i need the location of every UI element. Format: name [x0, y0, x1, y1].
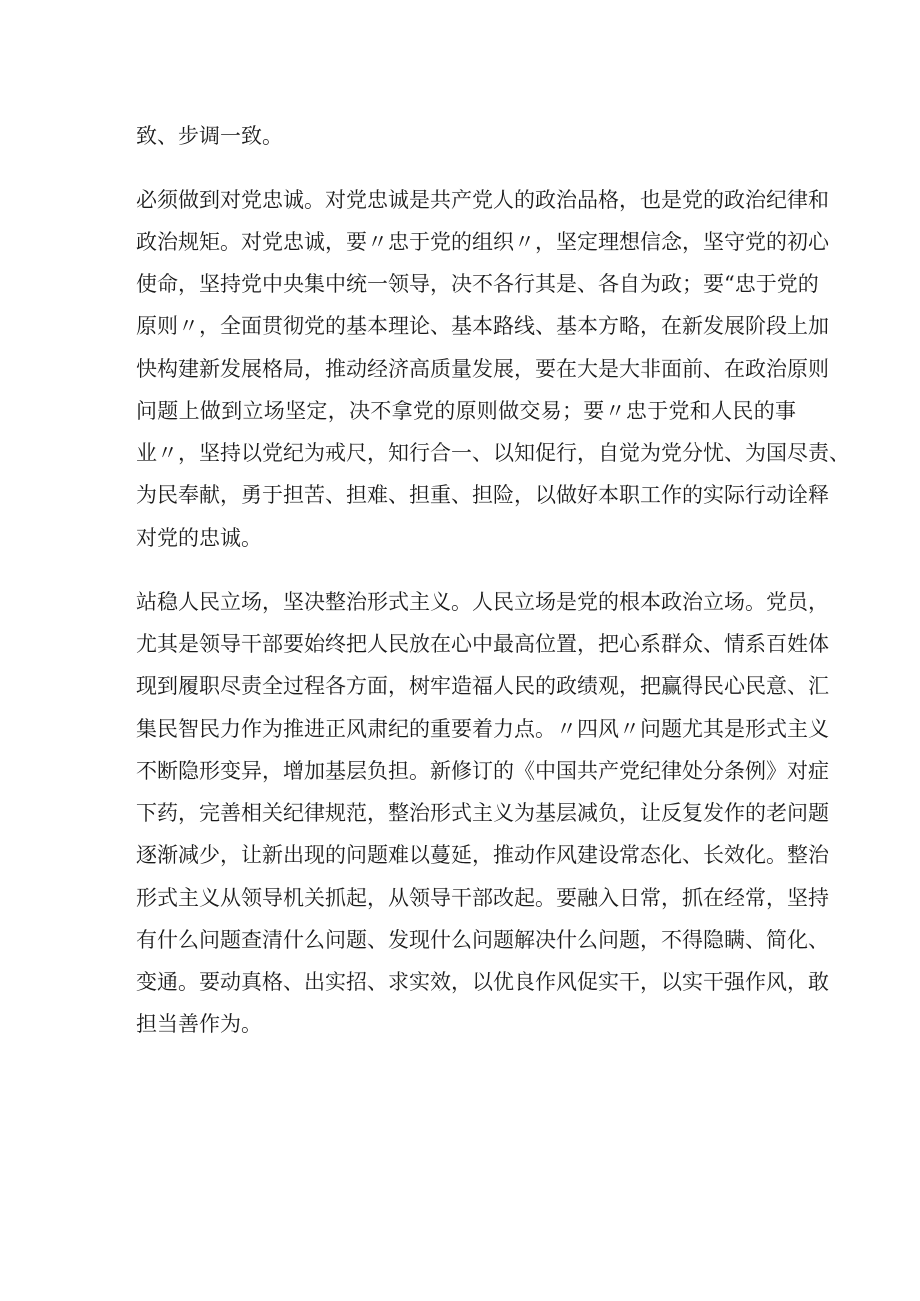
text-line: 快构建新发展格局，推动经济高质量发展，要在大是大非面前、在政治原则 — [136, 357, 829, 381]
text-line: 尤其是领导干部要始终把人民放在心中最高位置，把心系群众、情系百姓体 — [136, 632, 829, 656]
text-line: 原则〃，全面贯彻党的基本理论、基本路线、基本方略，在新发展阶段上加 — [136, 314, 829, 338]
text-line: 变通。要动真格、出实招、求实效，以优良作风促实干，以实干强作风，敢 — [136, 970, 829, 994]
text-line: 集民智民力作为推进正风肃纪的重要着力点。〃四风〃问题尤其是形式主义 — [136, 717, 829, 741]
text-line: 必须做到对党忠诚。对党忠诚是共产党人的政治品格，也是党的政治纪律和 — [136, 188, 829, 212]
text-line: 致、步调一致。 — [136, 124, 283, 148]
text-line: 逐渐减少，让新出现的问题难以蔓延，推动作风建设常态化、长效化。整治 — [136, 843, 829, 867]
text-line: 担当善作为。 — [136, 1012, 262, 1036]
text-line: 问题上做到立场坚定，决不拿党的原则做交易；要〃忠于党和人民的事 — [136, 399, 796, 423]
text-line: 业〃，坚持以党纪为戒尺，知行合一、以知促行，自觉为党分忧、为国尽责、 — [136, 441, 850, 465]
text-line: 使命，坚持党中央集中统一领导，决不各行其是、各自为政；要“忠于党的 — [136, 272, 819, 296]
text-line: 下药，完善相关纪律规范，整治形式主义为基层减负，让反复发作的老问题 — [136, 801, 829, 825]
text-line: 政治规矩。对党忠诚，要〃忠于党的组织〃，坚定理想信念，坚守党的初心 — [136, 230, 829, 254]
text-line: 站稳人民立场，坚决整治形式主义。人民立场是党的根本政治立场。党员， — [136, 590, 829, 614]
text-line: 有什么问题查清什么问题、发现什么问题解决什么问题，不得隐瞒、简化、 — [136, 928, 829, 952]
text-line: 形式主义从领导机关抓起，从领导干部改起。要融入日常，抓在经常，坚持 — [136, 886, 829, 910]
text-line: 为民奉献，勇于担苦、担难、担重、担险，以做好本职工作的实际行动诠释 — [136, 483, 829, 507]
text-line: 现到履职尽责全过程各方面，树牢造福人民的政绩观，把赢得民心民意、汇 — [136, 674, 829, 698]
text-line: 对党的忠诚。 — [136, 526, 262, 550]
text-line: 不断隐形变异，增加基层负担。新修订的《中国共产党纪律处分条例》对症 — [136, 759, 829, 783]
